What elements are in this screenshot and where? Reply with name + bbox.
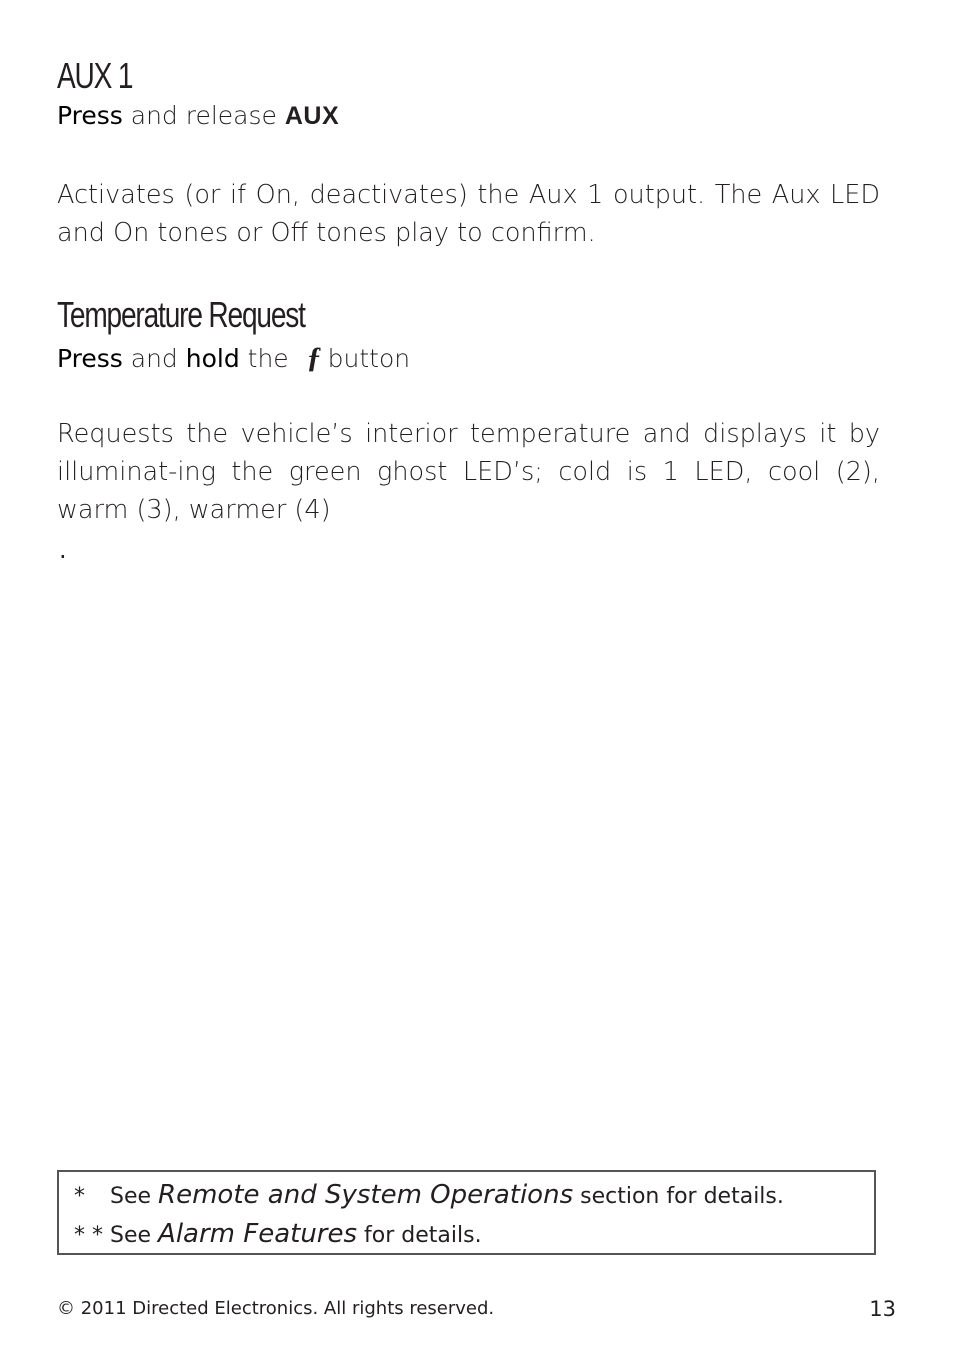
and-release-text: and release xyxy=(122,101,285,130)
the-text: the xyxy=(239,344,297,373)
section-heading-aux1: AUX 1 xyxy=(57,55,133,96)
page-number: 13 xyxy=(869,1297,896,1321)
press-word: Press xyxy=(57,101,123,130)
footnote-1 xyxy=(74,1180,784,1210)
function-button-icon: ƒ xyxy=(306,341,322,374)
section-heading-temperature-request: Temperature Request xyxy=(57,294,305,335)
aux1-instruction xyxy=(57,101,339,131)
footnote-see: See xyxy=(110,1184,159,1209)
temperature-instruction xyxy=(57,340,410,376)
footnote-mark: * xyxy=(74,1184,85,1209)
press-word: Press xyxy=(57,344,123,373)
aux-key-label: AUX xyxy=(284,102,340,130)
footnote-see: See xyxy=(110,1223,159,1248)
temperature-description: Requests the vehicle’s interior temperature and displays it by illuminat-ing the green ghost LED’s; cold is 1 LED, cool (2), warm (3), warmer (4) xyxy=(57,419,880,525)
footnote-suffix: for details. xyxy=(357,1223,482,1248)
button-word: button xyxy=(327,344,411,373)
footnote-suffix: section for details. xyxy=(573,1184,784,1209)
hold-word: hold xyxy=(185,344,240,373)
footnote-reference: Alarm Features xyxy=(158,1219,358,1249)
stray-period: . xyxy=(59,536,67,564)
footnote-mark: * * xyxy=(74,1223,103,1248)
footnote-2 xyxy=(74,1219,482,1249)
footnotes-box xyxy=(57,1170,876,1255)
aux1-description: Activates (or if On, deactivates) the Aux 1 output. The Aux LED and On tones or Off tones play to confirm. xyxy=(57,180,880,248)
and-text: and xyxy=(122,344,186,373)
copyright-notice: © 2011 Directed Electronics. All rights reserved. xyxy=(57,1298,495,1319)
footnote-reference: Remote and System Operations xyxy=(158,1180,574,1210)
